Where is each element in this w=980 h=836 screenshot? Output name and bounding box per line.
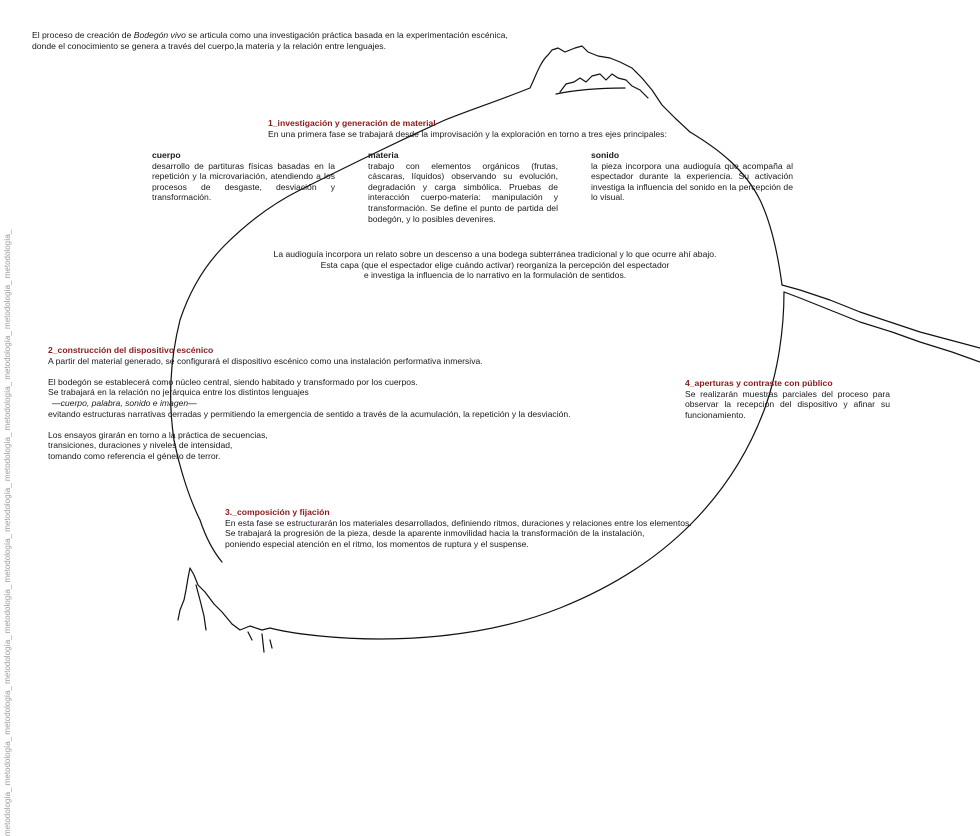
audioguia-line-2: Esta capa (que el espectador elige cuándo activar) reorganiza la percepción del espectador — [320, 259, 670, 270]
section2-p3-line3: tomando como referencia el género de terror. — [48, 450, 221, 461]
section2-p2-italic: —cuerpo, palabra, sonido e imagen— — [52, 397, 197, 408]
intro-prefix: El proceso de creación de — [32, 30, 134, 40]
section2-p2-line4: evitando estructuras narrativas cerradas y permitiendo la emergencia de sentido a través de la acumulación, la repetición y la desviación. — [48, 408, 571, 419]
sonido-block — [591, 150, 793, 203]
cycle-line-top-silhouette — [560, 74, 648, 98]
section2-block — [48, 345, 648, 462]
intro-paragraph — [32, 30, 552, 51]
audioguia-paragraph — [220, 249, 770, 281]
audioguia-line-1: La audioguía incorpora un relato sobre un descenso a una bodega subterránea tradicional y lo que ocurre ahí abajo. — [273, 249, 717, 259]
cycle-line-top — [445, 46, 690, 132]
section3-line2: Se trabajará la progresión de la pieza, desde la aparente inmovilidad hacia la transformación de la instalación, — [225, 528, 645, 539]
section3-block — [225, 507, 745, 549]
section4-block — [685, 378, 890, 420]
intro-line-1-rest: se articula como una investigación práctica basada en la experimentación escénica, — [185, 30, 508, 40]
cycle-line-right-lower — [440, 292, 784, 636]
section2-title: 2_construcción del dispositivo escénico — [48, 345, 214, 355]
section3-title: 3._composición y fijación — [225, 507, 330, 517]
cycle-line-bottom-ticks — [248, 632, 272, 652]
section4-title: 4_aperturas y contraste con público — [685, 378, 833, 388]
section3-line1: En esta fase se estructurarán los materiales desarrollados, definiendo ritmos, duraciones y relaciones entre los elementos. — [225, 517, 692, 528]
cuerpo-block — [152, 150, 335, 203]
sonido-title: sonido — [591, 150, 620, 160]
materia-text: trabajo con elementos orgánicos (frutas, cáscaras, líquidos) observando su evolución, degradación y carga simbólica. Pruebas de interacción cuerpo-materia: manipulación y transformación. Se define el punto de partida del bodegón, y lo posibles devenires. — [368, 160, 558, 224]
intro-line-2: donde el conocimiento se genera a través del cuerpo,la materia y la relación entre lenguajes. — [32, 40, 386, 51]
materia-title: materia — [368, 150, 399, 160]
audioguia-line-3: e investiga la influencia de lo narrativo en la formulación de sentidos. — [363, 270, 627, 281]
cycle-line-left-continuation — [200, 520, 222, 562]
side-methodology-label: metodología_ metodología_ metodología_ metodología_ metodología_ metodología_ metodología_ metodología_ metodología_ metodología_ metodología_ metodología_ — [3, 229, 12, 836]
materia-block — [368, 150, 558, 224]
section1-intro: En una primera fase se trabajará desde la improvisación y la exploración en torno a tres ejes principales: — [268, 129, 667, 139]
section2-p2-line1: El bodegón se establecerá como núcleo central, siendo habitado y transformado por los cuerpos. — [48, 376, 418, 387]
section3-line3: poniendo especial atención en el ritmo, los momentos de ruptura y el suspense. — [225, 538, 529, 549]
section1-title: 1_investigación y generación de material — [268, 118, 436, 128]
section2-p2-line2: Se trabajará en la relación no jerárquica entre los distintos lenguajes — [48, 387, 309, 398]
cuerpo-text: desarrollo de partituras físicas basadas en la repetición y la microvariación, atendiendo a los procesos de desgaste, desviación y transformación. — [152, 160, 335, 203]
section2-p3-line1: Los ensayos girarán en torno a la práctica de secuencias, — [48, 429, 268, 440]
cycle-line-right-protrusion — [782, 285, 980, 348]
cycle-line-right-protrusion-lower — [784, 292, 980, 362]
intro-title-italic: Bodegón vivo — [133, 30, 186, 40]
cuerpo-title: cuerpo — [152, 150, 181, 160]
section2-p3-line2: transiciones, duraciones y niveles de intensidad, — [48, 440, 233, 451]
section2-p1: A partir del material generado, se configurará el dispositivo escénico como una instalación performativa inmersiva. — [48, 355, 483, 366]
section4-text: Se realizarán muestras parciales del proceso para observar la recepción del dispositivo y afinar su funcionamiento. — [685, 388, 890, 420]
cycle-line-top-base — [556, 88, 625, 94]
sonido-text: la pieza incorpora una audioguía que acompaña al espectador durante la experiencia. Su activación investiga la influencia del sonido en la percepción de lo visual. — [591, 160, 793, 203]
cycle-line-bottom-left — [178, 568, 232, 630]
cycle-line-bottom — [232, 624, 440, 639]
intro-line-1 — [32, 30, 552, 41]
